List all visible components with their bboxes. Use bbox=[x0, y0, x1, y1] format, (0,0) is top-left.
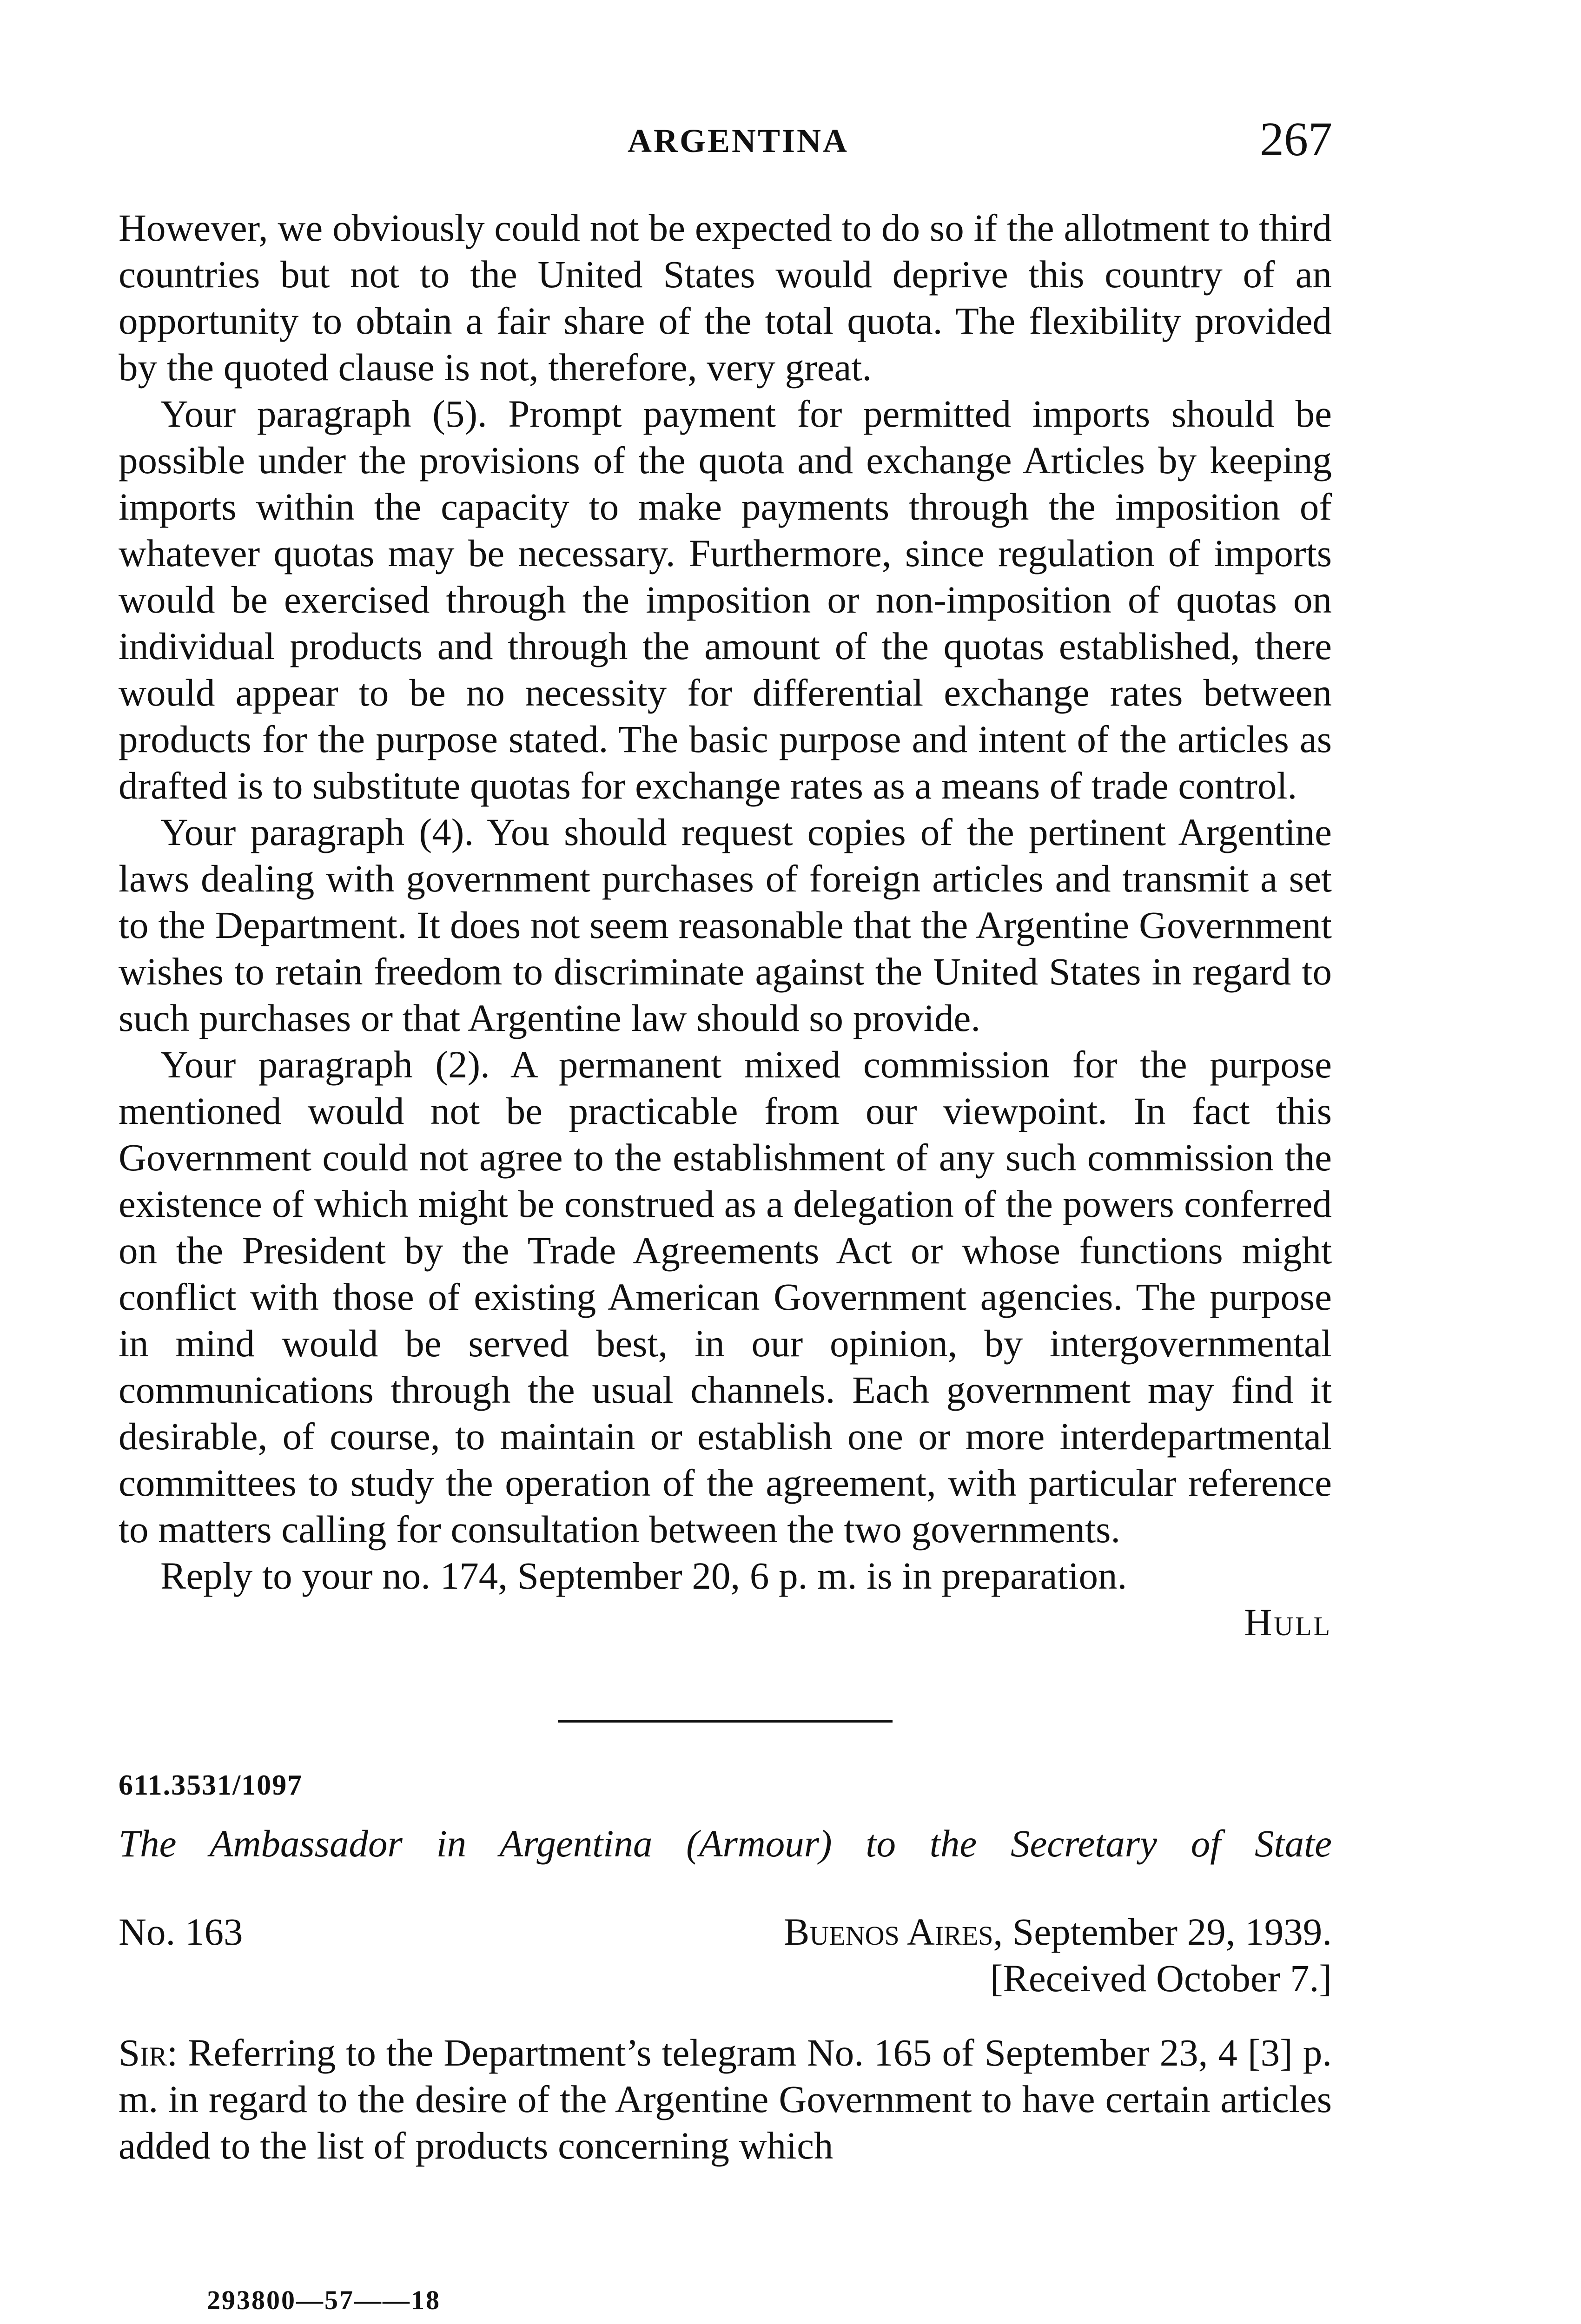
paragraph-5-reply: Your paragraph (5). Prompt payment for permitted imports should be possible under the provisions of the quota and exchange Articles by keeping imports within the capacity to make payments through the imposition of whatever quotas may be necessary. Furthermore, since regulation of imports would be exercised through the imposition or non-imposition of quotas on individual products and through the amount of the quotas established, there would appear to be no necessity for differential exchange rates between products for the purpose stated. The basic purpose and intent of the articles as drafted is to substitute quotas for exchange rates as a means of trade control. bbox=[119, 392, 1332, 807]
letter-opening: : Referring to the Department’s telegram No. 165 of September 23, 4 [3] p. m. in regard to the desire of the Argentine Government to have certain articles added to the list of products concerning which bbox=[119, 2031, 1332, 2167]
received-date: [Received October 7.] bbox=[990, 1957, 1332, 2000]
paragraph-4-reply: Your paragraph (4). You should request copies of the pertinent Argentine laws dealing with government purchases of foreign articles and transmit a set to the Department. It does not seem reasonable that the Argentine Government wishes to retain freedom to discriminate against the United States in regard to such purchases or that Argentine law should so provide. bbox=[119, 811, 1332, 1039]
body-text bbox=[119, 205, 1332, 2169]
dispatch-number: No. 163 bbox=[119, 1910, 243, 1953]
signature: Hull bbox=[1244, 1601, 1332, 1644]
place: Buenos Aires bbox=[784, 1910, 993, 1953]
page-header bbox=[0, 0, 1581, 195]
dispatch-meta bbox=[119, 1908, 1332, 1955]
file-reference: 611.3531/1097 bbox=[119, 1769, 303, 1801]
footer-print-code: 293800—57——18 bbox=[207, 2285, 441, 2315]
page-number: 267 bbox=[1260, 112, 1332, 166]
paragraph-reply-note: Reply to your no. 174, September 20, 6 p. m. is in preparation. bbox=[160, 1554, 1127, 1597]
letter-opening-paragraph bbox=[119, 2029, 1332, 2169]
section-divider bbox=[558, 1720, 893, 1723]
running-head: ARGENTINA bbox=[628, 122, 849, 159]
paragraph-continuation: However, we obviously could not be expected to do so if the allotment to third countries but not to the United States would deprive this country of an opportunity to obtain a fair share of the total quota. The flexibility provided by the quoted clause is not, therefore, very great. bbox=[119, 206, 1332, 389]
salutation: Sir bbox=[119, 2031, 167, 2074]
document-title: The Ambassador in Argentina (Armour) to the Secretary of State bbox=[119, 1822, 1332, 1865]
paragraph-2-reply: Your paragraph (2). A permanent mixed commission for the purpose mentioned would not be practicable from our viewpoint. In fact this Government could not agree to the establishment of any such commission the existence of which might be construed as a delegation of the powers conferred on the President by the Trade Agreements Act or whose functions might conflict with those of existing American Government agencies. The purpose in mind would be served best, in our opinion, by intergovernmental communications through the usual channels. Each government may find it desirable, of course, to maintain or establish one or more interdepartmental committees to study the operation of the agreement, with particular reference to matters calling for consultation between the two governments. bbox=[119, 1043, 1332, 1551]
place-date bbox=[784, 1908, 1332, 1955]
date: , September 29, 1939. bbox=[993, 1910, 1332, 1953]
